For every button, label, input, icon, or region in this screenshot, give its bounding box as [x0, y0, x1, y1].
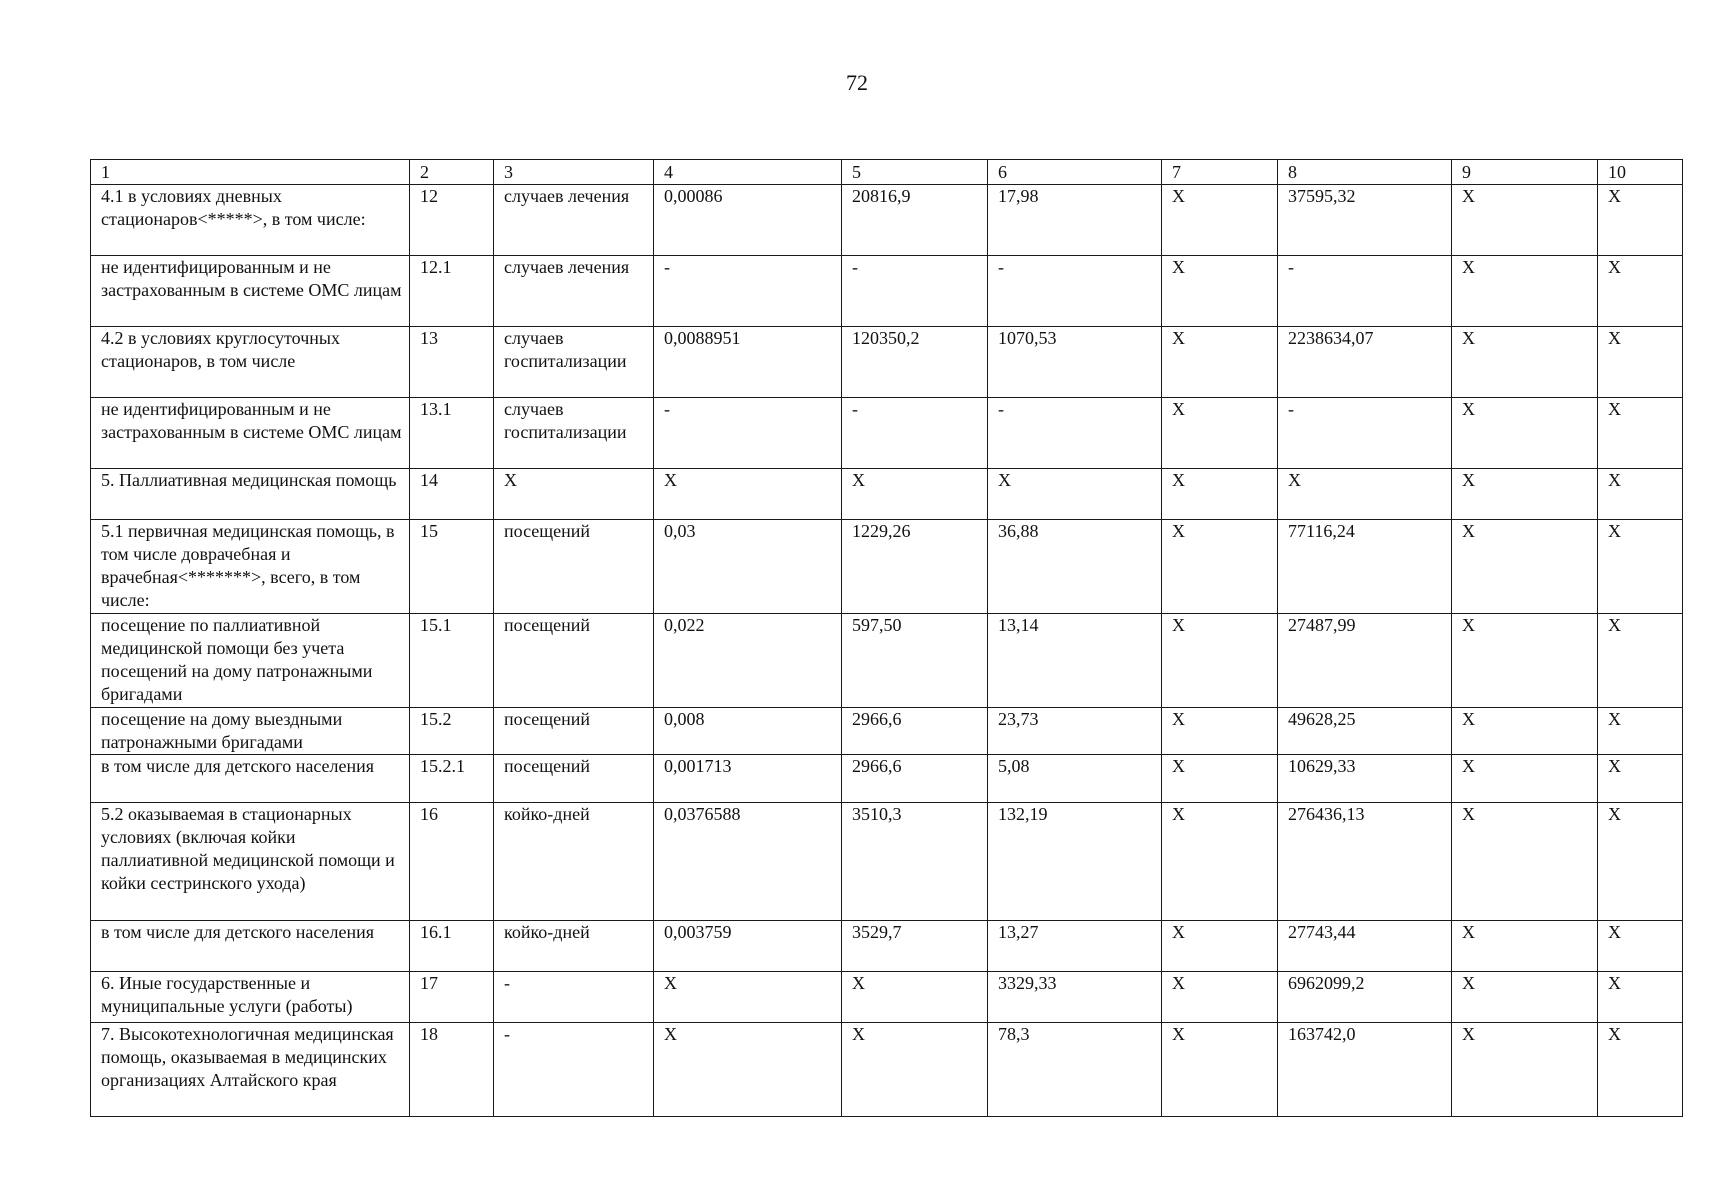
table-cell: 13,14: [988, 614, 1162, 708]
table-cell: X: [1162, 1023, 1278, 1117]
table-row: [91, 1023, 1683, 1117]
table-cell: 0,022: [654, 614, 842, 708]
table-row: [91, 708, 1683, 755]
table-cell: X: [1598, 803, 1683, 921]
table-cell: койко-дней: [494, 803, 654, 921]
table-cell: 2238634,07: [1278, 327, 1452, 398]
table-cell: X: [1452, 921, 1598, 972]
table-cell: 597,50: [842, 614, 988, 708]
table-row: [91, 256, 1683, 327]
table-cell: X: [1452, 755, 1598, 803]
table-cell: 0,0088951: [654, 327, 842, 398]
table-cell: X: [1598, 185, 1683, 256]
header-cell: 2: [410, 160, 494, 185]
table-cell: X: [1162, 520, 1278, 614]
table-row: [91, 398, 1683, 469]
header-cell: 1: [91, 160, 410, 185]
table-cell: 17: [410, 972, 494, 1023]
table-cell: X: [842, 972, 988, 1023]
table-cell: 12.1: [410, 256, 494, 327]
table-cell: 37595,32: [1278, 185, 1452, 256]
table-cell: X: [1598, 921, 1683, 972]
table-cell: случаев госпитализации: [494, 327, 654, 398]
table-cell: в том числе для детского населения: [91, 755, 410, 803]
table-cell: X: [1452, 803, 1598, 921]
table-cell: X: [842, 1023, 988, 1117]
table-cell: 10629,33: [1278, 755, 1452, 803]
table-cell: X: [494, 469, 654, 520]
table-cell: 120350,2: [842, 327, 988, 398]
table-cell: 12: [410, 185, 494, 256]
table-cell: 20816,9: [842, 185, 988, 256]
table-cell: 3329,33: [988, 972, 1162, 1023]
table-cell: 14: [410, 469, 494, 520]
table-cell: X: [1162, 185, 1278, 256]
table-cell: X: [1162, 256, 1278, 327]
header-cell: 3: [494, 160, 654, 185]
table-row: [91, 921, 1683, 972]
table-cell: X: [1162, 708, 1278, 755]
table-cell: 276436,13: [1278, 803, 1452, 921]
table-cell: X: [1598, 398, 1683, 469]
table-cell: 5.2 оказываемая в стационарных условиях (включая койки паллиативной медицинской помощи и койки сестринского ухода): [91, 803, 410, 921]
table-cell: 18: [410, 1023, 494, 1117]
table-cell: -: [494, 972, 654, 1023]
table-cell: 1229,26: [842, 520, 988, 614]
table-cell: 4.2 в условиях круглосуточных стационаров, в том числе: [91, 327, 410, 398]
table-cell: X: [1598, 520, 1683, 614]
table-cell: X: [1598, 256, 1683, 327]
table-cell: 5,08: [988, 755, 1162, 803]
table-cell: 36,88: [988, 520, 1162, 614]
table-cell: -: [654, 398, 842, 469]
table-cell: 5. Паллиативная медицинская помощь: [91, 469, 410, 520]
table-cell: X: [988, 469, 1162, 520]
header-cell: 8: [1278, 160, 1452, 185]
table-cell: 15: [410, 520, 494, 614]
table-cell: X: [1598, 614, 1683, 708]
table-cell: 0,00086: [654, 185, 842, 256]
table-cell: 3529,7: [842, 921, 988, 972]
table-cell: X: [1598, 708, 1683, 755]
header-row: [91, 160, 1683, 185]
table-cell: 16: [410, 803, 494, 921]
header-cell: 5: [842, 160, 988, 185]
table-cell: 77116,24: [1278, 520, 1452, 614]
table-cell: 7. Высокотехнологичная медицинская помощь, оказываемая в медицинских организациях Алтайского края: [91, 1023, 410, 1117]
table-cell: в том числе для детского населения: [91, 921, 410, 972]
table-cell: -: [654, 256, 842, 327]
table-cell: 5.1 первичная медицинская помощь, в том числе доврачебная и врачебная<*******>, всего, в том числе:: [91, 520, 410, 614]
table-cell: 132,19: [988, 803, 1162, 921]
table-cell: случаев лечения: [494, 256, 654, 327]
table-row: [91, 972, 1683, 1023]
table-cell: -: [988, 398, 1162, 469]
table-cell: 78,3: [988, 1023, 1162, 1117]
header-cell: 7: [1162, 160, 1278, 185]
table-cell: 6. Иные государственные и муниципальные услуги (работы): [91, 972, 410, 1023]
table-cell: 23,73: [988, 708, 1162, 755]
table-cell: X: [1598, 327, 1683, 398]
table-row: [91, 614, 1683, 708]
table-cell: 27487,99: [1278, 614, 1452, 708]
table-row: [91, 185, 1683, 256]
table-cell: X: [1598, 972, 1683, 1023]
table-cell: 49628,25: [1278, 708, 1452, 755]
table-cell: 17,98: [988, 185, 1162, 256]
table-cell: 13.1: [410, 398, 494, 469]
table-cell: X: [1452, 185, 1598, 256]
table-cell: посещение на дому выездными патронажными бригадами: [91, 708, 410, 755]
table-cell: -: [494, 1023, 654, 1117]
table-cell: -: [842, 398, 988, 469]
table-cell: случаев лечения: [494, 185, 654, 256]
table-cell: X: [1452, 520, 1598, 614]
table-cell: -: [988, 256, 1162, 327]
table-cell: X: [1452, 327, 1598, 398]
data-table: [90, 159, 1683, 1117]
table-cell: 2966,6: [842, 755, 988, 803]
table-cell: X: [842, 469, 988, 520]
table-cell: 3510,3: [842, 803, 988, 921]
table-cell: X: [1452, 398, 1598, 469]
table-cell: X: [1452, 614, 1598, 708]
table-cell: 163742,0: [1278, 1023, 1452, 1117]
page-number: 72: [846, 70, 868, 95]
table-row: [91, 803, 1683, 921]
table-cell: X: [1598, 469, 1683, 520]
table-cell: 15.2.1: [410, 755, 494, 803]
table-cell: 1070,53: [988, 327, 1162, 398]
table-cell: X: [1162, 972, 1278, 1023]
table-cell: -: [842, 256, 988, 327]
table-row: [91, 469, 1683, 520]
table-cell: 2966,6: [842, 708, 988, 755]
table-cell: X: [1452, 1023, 1598, 1117]
table-cell: 4.1 в условиях дневных стационаров<*****>, в том числе:: [91, 185, 410, 256]
table-cell: X: [1278, 469, 1452, 520]
table-cell: X: [1452, 256, 1598, 327]
table-cell: X: [1452, 972, 1598, 1023]
table-cell: 15.2: [410, 708, 494, 755]
table-cell: X: [1162, 469, 1278, 520]
table-cell: не идентифицированным и не застрахованным в системе ОМС лицам: [91, 398, 410, 469]
table-cell: не идентифицированным и не застрахованным в системе ОМС лицам: [91, 256, 410, 327]
table-cell: X: [1162, 921, 1278, 972]
header-cell: 4: [654, 160, 842, 185]
table-cell: 13,27: [988, 921, 1162, 972]
table-cell: X: [1162, 803, 1278, 921]
table-cell: посещений: [494, 614, 654, 708]
table-cell: 0,003759: [654, 921, 842, 972]
header-cell: 9: [1452, 160, 1598, 185]
table-cell: койко-дней: [494, 921, 654, 972]
table-cell: X: [1452, 708, 1598, 755]
table-cell: X: [1162, 398, 1278, 469]
header-cell: 10: [1598, 160, 1683, 185]
table-row: [91, 327, 1683, 398]
table-cell: посещений: [494, 755, 654, 803]
table-cell: X: [1162, 327, 1278, 398]
table-cell: X: [654, 469, 842, 520]
table-cell: X: [1162, 755, 1278, 803]
table-cell: 0,0376588: [654, 803, 842, 921]
table-cell: 0,008: [654, 708, 842, 755]
table-cell: 27743,44: [1278, 921, 1452, 972]
table-cell: 15.1: [410, 614, 494, 708]
table-cell: -: [1278, 256, 1452, 327]
table-cell: 0,03: [654, 520, 842, 614]
table-row: [91, 755, 1683, 803]
table-cell: X: [654, 972, 842, 1023]
table-cell: X: [1598, 755, 1683, 803]
table-row: [91, 520, 1683, 614]
table-cell: -: [1278, 398, 1452, 469]
table-cell: случаев госпитализации: [494, 398, 654, 469]
table-cell: X: [1162, 614, 1278, 708]
table-cell: X: [654, 1023, 842, 1117]
table-cell: 13: [410, 327, 494, 398]
table-cell: X: [1598, 1023, 1683, 1117]
table-cell: 16.1: [410, 921, 494, 972]
table-cell: 6962099,2: [1278, 972, 1452, 1023]
table-cell: посещение по паллиативной медицинской помощи без учета посещений на дому патронажными бригадами: [91, 614, 410, 708]
table-cell: X: [1452, 469, 1598, 520]
table-cell: посещений: [494, 520, 654, 614]
header-cell: 6: [988, 160, 1162, 185]
table-cell: 0,001713: [654, 755, 842, 803]
table-cell: посещений: [494, 708, 654, 755]
